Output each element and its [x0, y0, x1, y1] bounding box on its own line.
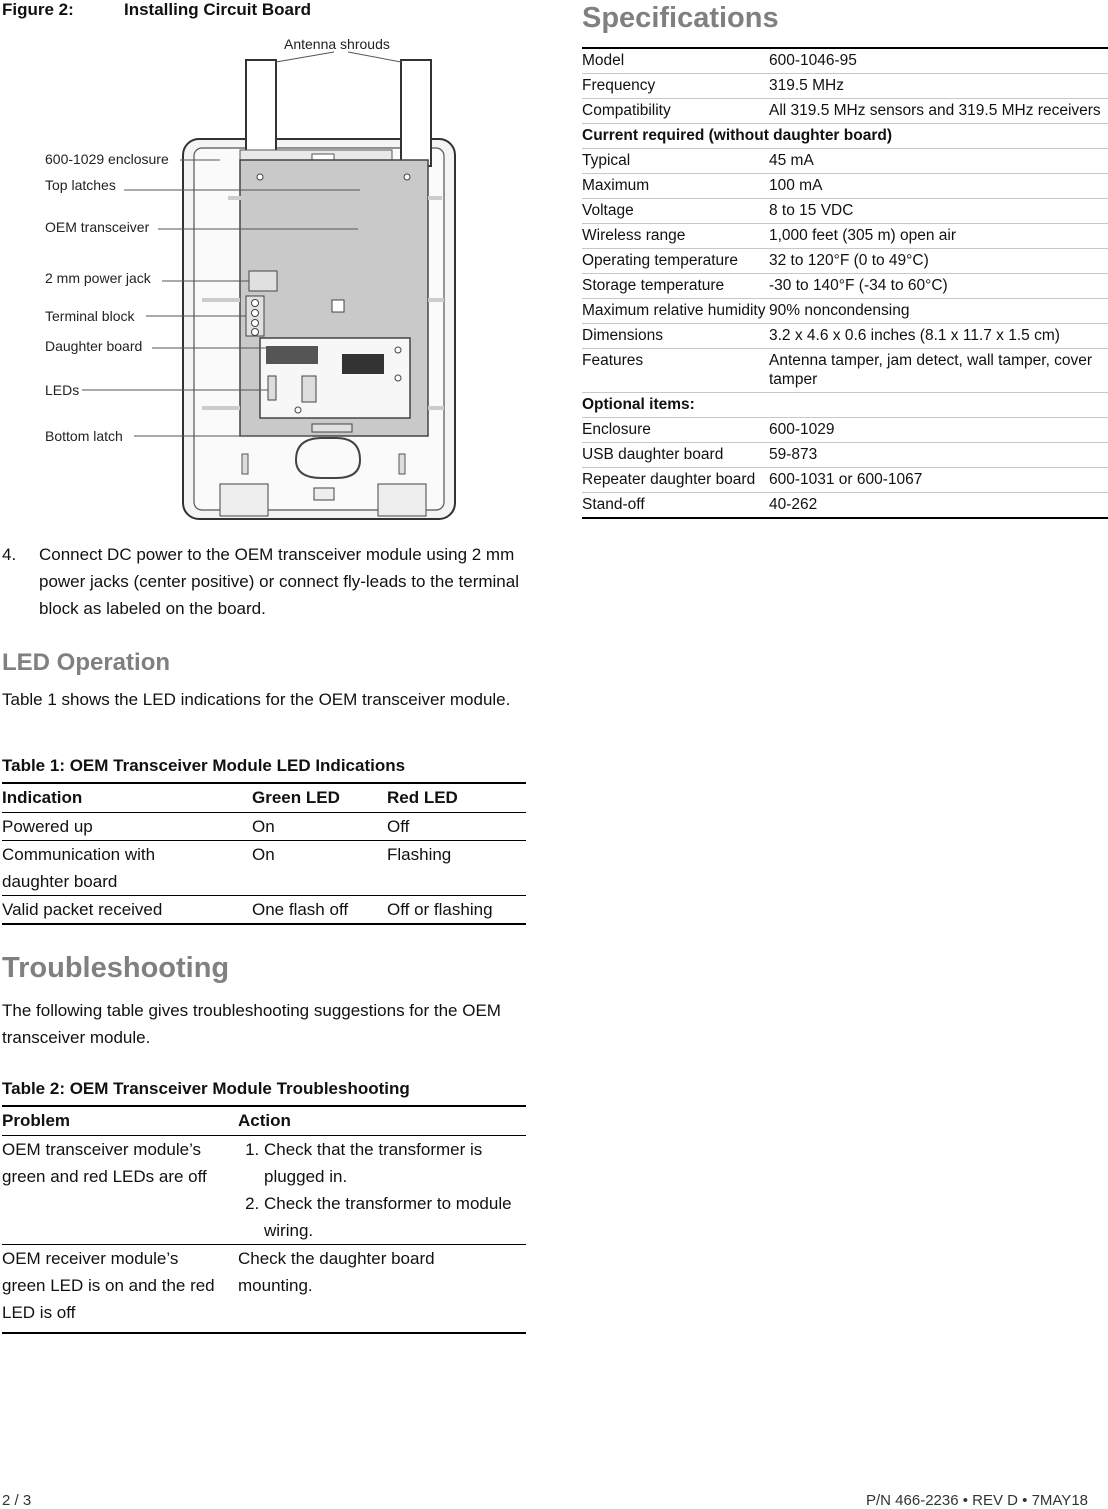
spec-row [582, 199, 1108, 224]
spec-label: Enclosure [582, 421, 651, 438]
spec-value: Antenna tamper, jam detect, wall tamper, cover tamper [769, 352, 1093, 388]
callout-leds: LEDs [45, 382, 80, 398]
spec-row [582, 393, 1108, 418]
spec-label: Repeater daughter board [582, 471, 756, 488]
spec-row [582, 418, 1108, 443]
action-cell [238, 1136, 526, 1245]
spec-value: 45 mA [769, 152, 814, 169]
spec-row [582, 493, 1108, 519]
table-cell: On [252, 845, 275, 864]
spec-value: -30 to 140°F (-34 to 60°C) [769, 277, 948, 294]
spec-label: Voltage [582, 202, 634, 219]
troubleshooting-intro: The following table gives troubleshooting suggestions for the OEM transceiver module. [2, 1001, 501, 1047]
spec-value: 3.2 x 4.6 x 0.6 inches (8.1 x 11.7 x 1.5 cm) [769, 327, 1060, 344]
table-cell: Flashing [387, 845, 452, 864]
action-item: 2. Check the transformer to module wiring. [264, 1190, 526, 1244]
callout-daughter-board: Daughter board [45, 338, 143, 354]
spec-label: Wireless range [582, 227, 686, 244]
table-cell: On [252, 817, 275, 836]
table-header-row [2, 1106, 526, 1136]
table-row [2, 1245, 526, 1334]
callout-power-jack: 2 mm power jack [45, 270, 151, 286]
spec-label: USB daughter board [582, 446, 724, 463]
spec-value: 90% noncondensing [769, 302, 910, 319]
spec-label: Operating temperature [582, 252, 738, 269]
spec-row [582, 249, 1108, 274]
column-header: Red LED [387, 788, 458, 807]
spec-row [582, 349, 1108, 393]
spec-label: Compatibility [582, 102, 671, 119]
spec-value: 100 mA [769, 177, 823, 194]
troubleshooting-heading: Troubleshooting [2, 952, 230, 984]
spec-value: 319.5 MHz [769, 77, 844, 94]
spec-value: 59-873 [769, 446, 818, 463]
spec-value: 600-1029 [769, 421, 835, 438]
table-cell: One flash off [252, 900, 349, 919]
table-cell: Valid packet received [2, 900, 163, 919]
spec-label: Maximum [582, 177, 650, 194]
column-header: Action [238, 1111, 291, 1130]
table-row [2, 813, 526, 841]
spec-value: 1,000 feet (305 m) open air [769, 227, 956, 244]
spec-row [582, 174, 1108, 199]
table-row [2, 1136, 526, 1245]
specifications-heading: Specifications [582, 2, 779, 34]
spec-row [582, 324, 1108, 349]
column-header: Green LED [252, 788, 340, 807]
troubleshooting-table [2, 1105, 526, 1334]
spec-row [582, 274, 1108, 299]
table2-caption: Table 2: OEM Transceiver Module Troubleshooting [2, 1079, 410, 1098]
column-header: Indication [2, 788, 83, 807]
spec-value: All 319.5 MHz sensors and 319.5 MHz receivers [769, 102, 1101, 119]
callout-antenna-shrouds: Antenna shrouds [284, 36, 390, 52]
spec-section-label: Current required (without daughter board) [582, 127, 892, 144]
spec-label: Dimensions [582, 327, 663, 344]
table1-caption: Table 1: OEM Transceiver Module LED Indications [2, 756, 406, 775]
figure-caption [2, 0, 311, 20]
spec-value: 600-1031 or 600-1067 [769, 471, 923, 488]
callout-terminal-block: Terminal block [45, 308, 135, 324]
action-cell: Check the daughter board mounting. [238, 1249, 435, 1295]
table-row [2, 896, 526, 925]
callout-oem-transceiver: OEM transceiver [45, 219, 150, 235]
page-number: 2 / 3 [2, 1492, 32, 1509]
problem-cell: OEM transceiver module’s green and red LEDs are off [2, 1140, 207, 1186]
spec-label: Stand-off [582, 496, 645, 513]
part-number: P/N 466-2236 • REV D • 7MAY18 [866, 1492, 1088, 1509]
spec-label: Maximum relative humidity [582, 302, 766, 319]
callout-enclosure: 600-1029 enclosure [45, 151, 169, 167]
problem-cell: OEM receiver module’s green LED is on and the red LED is off [2, 1249, 215, 1322]
spec-value: 8 to 15 VDC [769, 202, 854, 219]
spec-row [582, 299, 1108, 324]
spec-value: 600-1046-95 [769, 52, 857, 69]
circuit-board-figure [2, 32, 526, 527]
step-text: Connect DC power to the OEM transceiver module using 2 mm power jacks (center positive) or connect fly-leads to the terminal block as labeled on the board. [39, 545, 519, 618]
table-cell: Powered up [2, 817, 93, 836]
callout-top-latches: Top latches [45, 177, 116, 193]
spec-row [582, 124, 1108, 149]
action-list [238, 1136, 526, 1244]
spec-label: Storage temperature [582, 277, 725, 294]
spec-row [582, 48, 1108, 74]
figure-number: Figure 2: [2, 0, 74, 19]
specifications-table [582, 47, 1108, 519]
table-header-row [2, 783, 526, 813]
column-header: Problem [2, 1111, 71, 1130]
callout-bottom-latch: Bottom latch [45, 428, 123, 444]
step-number: 4. [2, 545, 17, 564]
led-operation-heading: LED Operation [2, 649, 171, 676]
spec-row [582, 149, 1108, 174]
action-item: 1. Check that the transformer is plugged in. [264, 1136, 526, 1190]
spec-value: 40-262 [769, 496, 818, 513]
spec-row [582, 224, 1108, 249]
spec-row [582, 443, 1108, 468]
spec-label: Model [582, 52, 625, 69]
figure-title: Installing Circuit Board [124, 0, 312, 19]
spec-label: Features [582, 352, 644, 369]
spec-value: 32 to 120°F (0 to 49°C) [769, 252, 929, 269]
step-4 [2, 541, 526, 622]
spec-row [582, 74, 1108, 99]
led-operation-intro: Table 1 shows the LED indications for the OEM transceiver module. [2, 690, 511, 709]
table-row [2, 841, 526, 896]
spec-section-label: Optional items: [582, 396, 695, 413]
table-cell: Off or flashing [387, 900, 493, 919]
table-cell: Communication with daughter board [2, 845, 156, 891]
spec-label: Typical [582, 152, 631, 169]
table-cell: Off [387, 817, 410, 836]
spec-row [582, 468, 1108, 493]
spec-row [582, 99, 1108, 124]
spec-label: Frequency [582, 77, 656, 94]
led-indications-table [2, 782, 526, 925]
